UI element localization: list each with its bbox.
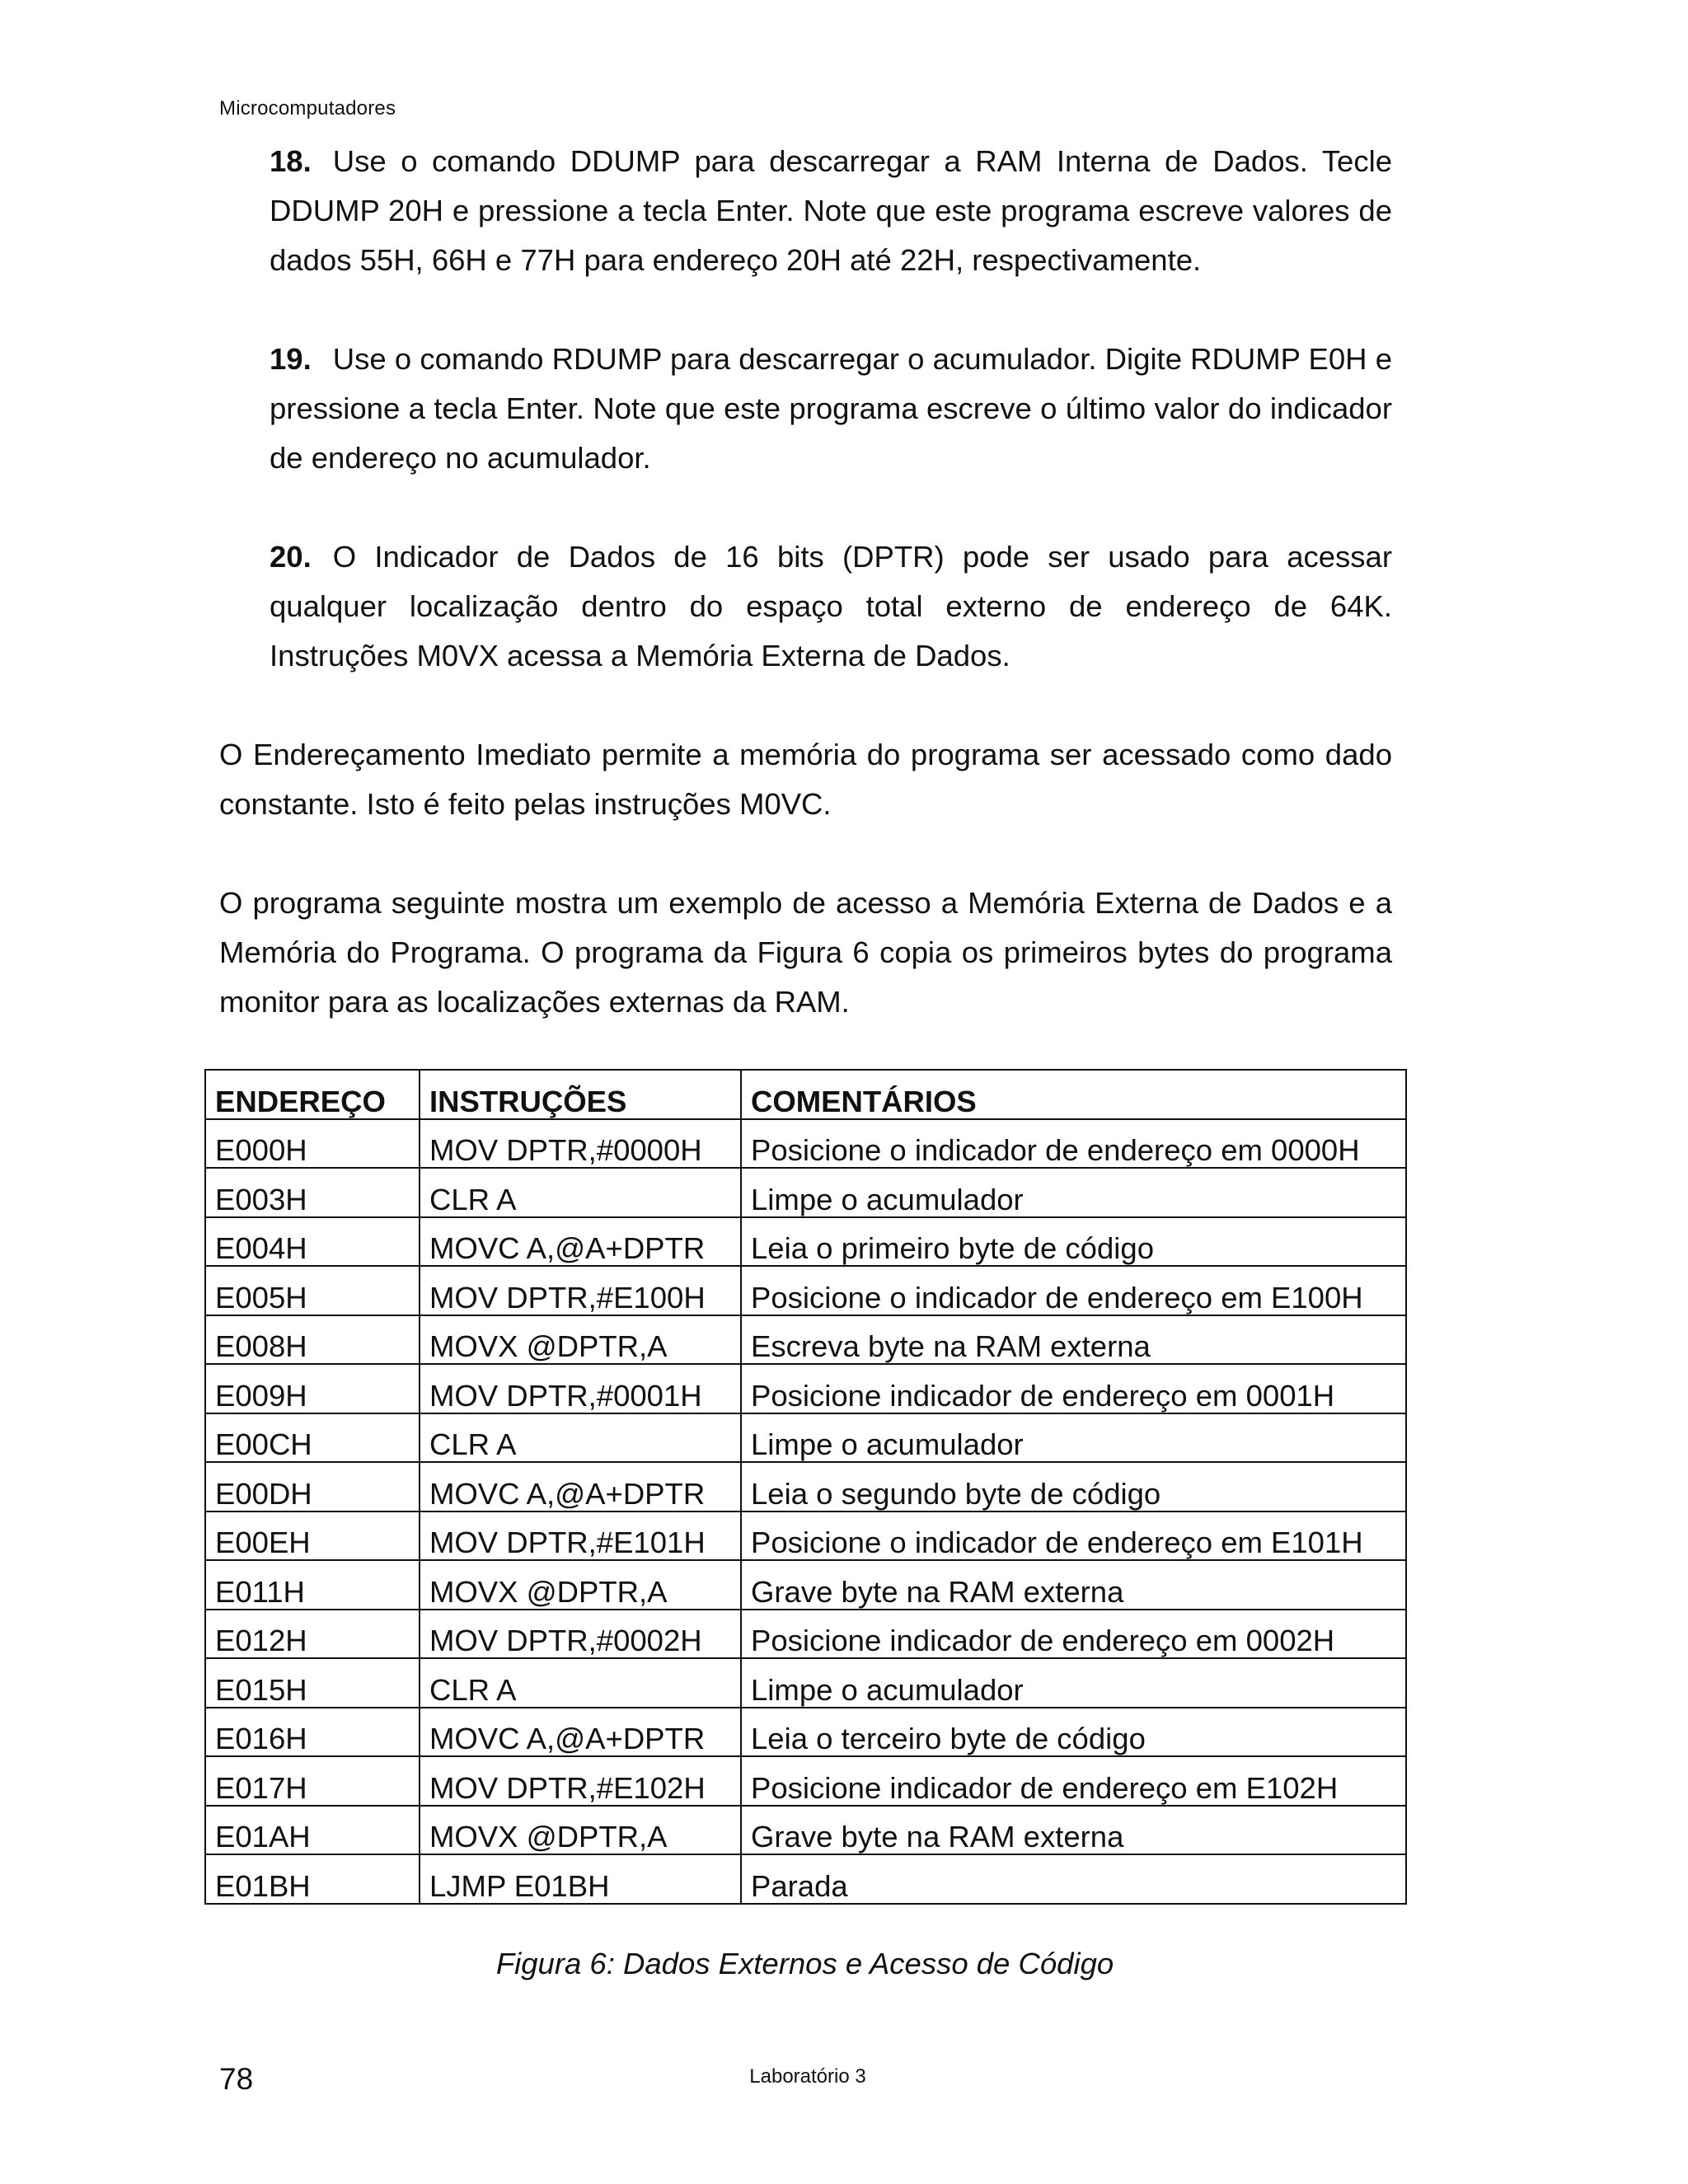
figure-caption: Figura 6: Dados Externos e Acesso de Código xyxy=(495,1947,1114,1980)
table-row xyxy=(205,1658,1406,1708)
comment-cell: Parada xyxy=(741,1854,1406,1904)
code-table xyxy=(204,1069,1407,1905)
table-row xyxy=(205,1217,1406,1267)
instruction-cell: MOV DPTR,#0001H xyxy=(420,1364,741,1413)
comment-cell: Leia o primeiro byte de código xyxy=(741,1217,1406,1267)
comment-cell: Posicione indicador de endereço em 0002H xyxy=(741,1610,1406,1659)
item-text: O Indicador de Dados de 16 bits (DPTR) pode ser usado para acessar qualquer localização dentro do espaço total externo de endereço de 64K. Instruções M0VX acessa a Memória Externa de Dados. xyxy=(270,540,1392,673)
address-cell: E009H xyxy=(205,1364,420,1413)
instruction-cell: MOV DPTR,#E101H xyxy=(420,1511,741,1561)
comment-cell: Escreva byte na RAM externa xyxy=(741,1315,1406,1365)
item-text: Use o comando DDUMP para descarregar a RAM Interna de Dados. Tecle DDUMP 20H e pressione a tecla Enter. Note que este programa escreve valores de dados 55H, 66H e 77H para endereço 20H até 22H, respectivamente. xyxy=(270,144,1392,277)
table-body xyxy=(205,1119,1406,1904)
table-row xyxy=(205,1413,1406,1463)
table-header-row xyxy=(205,1070,1406,1119)
instruction-cell: MOV DPTR,#E102H xyxy=(420,1756,741,1806)
address-cell: E008H xyxy=(205,1315,420,1365)
column-header-address: ENDEREÇO xyxy=(205,1070,420,1119)
page-number: 78 xyxy=(219,2062,254,2096)
address-cell: E004H xyxy=(205,1217,420,1267)
table-row xyxy=(205,1266,1406,1315)
table-row xyxy=(205,1315,1406,1365)
address-cell: E00CH xyxy=(205,1413,420,1463)
running-footer: Laboratório 3 xyxy=(749,2065,866,2088)
table-row xyxy=(205,1756,1406,1806)
address-cell: E017H xyxy=(205,1756,420,1806)
address-cell: E01BH xyxy=(205,1854,420,1904)
table-row xyxy=(205,1854,1406,1904)
column-header-instructions: INSTRUÇÕES xyxy=(420,1070,741,1119)
table-row xyxy=(205,1708,1406,1757)
instruction-cell: MOVX @DPTR,A xyxy=(420,1560,741,1610)
instruction-cell: MOVC A,@A+DPTR xyxy=(420,1462,741,1511)
address-cell: E01AH xyxy=(205,1806,420,1855)
comment-cell: Limpe o acumulador xyxy=(741,1658,1406,1708)
list-item-20 xyxy=(270,532,1392,681)
comment-cell: Leia o terceiro byte de código xyxy=(741,1708,1406,1757)
comment-cell: Posicione o indicador de endereço em E101H xyxy=(741,1511,1406,1561)
comment-cell: Posicione indicador de endereço em E102H xyxy=(741,1756,1406,1806)
column-header-comments: COMENTÁRIOS xyxy=(741,1070,1406,1119)
paragraph-program-example: O programa seguinte mostra um exemplo de acesso a Memória Externa de Dados e a Memória do Programa. O programa da Figura 6 copia os primeiros bytes do programa monitor para as localizações externas da RAM. xyxy=(219,886,1392,1019)
comment-cell: Limpe o acumulador xyxy=(741,1168,1406,1217)
address-cell: E00DH xyxy=(205,1462,420,1511)
comment-cell: Limpe o acumulador xyxy=(741,1413,1406,1463)
paragraph-immediate-addressing: O Endereçamento Imediato permite a memória do programa ser acessado como dado constante. Isto é feito pelas instruções M0VC. xyxy=(219,738,1392,821)
table-row xyxy=(205,1364,1406,1413)
table-row xyxy=(205,1462,1406,1511)
instruction-cell: MOV DPTR,#0000H xyxy=(420,1119,741,1169)
comment-cell: Posicione o indicador de endereço em E100H xyxy=(741,1266,1406,1315)
comment-cell: Grave byte na RAM externa xyxy=(741,1806,1406,1855)
list-item-19 xyxy=(270,335,1392,483)
address-cell: E016H xyxy=(205,1708,420,1757)
address-cell: E00EH xyxy=(205,1511,420,1561)
comment-cell: Leia o segundo byte de código xyxy=(741,1462,1406,1511)
table-row xyxy=(205,1560,1406,1610)
address-cell: E003H xyxy=(205,1168,420,1217)
instruction-cell: MOVC A,@A+DPTR xyxy=(420,1217,741,1267)
address-cell: E011H xyxy=(205,1560,420,1610)
instruction-cell: MOV DPTR,#E100H xyxy=(420,1266,741,1315)
item-number: 20. xyxy=(270,540,312,574)
table-row xyxy=(205,1119,1406,1169)
comment-cell: Grave byte na RAM externa xyxy=(741,1560,1406,1610)
comment-cell: Posicione indicador de endereço em 0001H xyxy=(741,1364,1406,1413)
address-cell: E012H xyxy=(205,1610,420,1659)
item-number: 19. xyxy=(270,342,312,376)
instruction-cell: LJMP E01BH xyxy=(420,1854,741,1904)
item-text: Use o comando RDUMP para descarregar o acumulador. Digite RDUMP E0H e pressione a tecla Enter. Note que este programa escreve o último valor do indicador de endereço no acumulador. xyxy=(270,342,1392,475)
instruction-cell: CLR A xyxy=(420,1658,741,1708)
item-number: 18. xyxy=(270,144,312,178)
running-header: Microcomputadores xyxy=(219,97,396,120)
address-cell: E000H xyxy=(205,1119,420,1169)
instruction-cell: CLR A xyxy=(420,1168,741,1217)
address-cell: E015H xyxy=(205,1658,420,1708)
list-item-18 xyxy=(270,137,1392,285)
instruction-cell: MOVC A,@A+DPTR xyxy=(420,1708,741,1757)
table-row xyxy=(205,1806,1406,1855)
comment-cell: Posicione o indicador de endereço em 0000H xyxy=(741,1119,1406,1169)
table-row xyxy=(205,1610,1406,1659)
table-row xyxy=(205,1511,1406,1561)
instruction-cell: MOV DPTR,#0002H xyxy=(420,1610,741,1659)
instruction-cell: MOVX @DPTR,A xyxy=(420,1315,741,1365)
address-cell: E005H xyxy=(205,1266,420,1315)
instruction-cell: MOVX @DPTR,A xyxy=(420,1806,741,1855)
table-row xyxy=(205,1168,1406,1217)
instruction-cell: CLR A xyxy=(420,1413,741,1463)
